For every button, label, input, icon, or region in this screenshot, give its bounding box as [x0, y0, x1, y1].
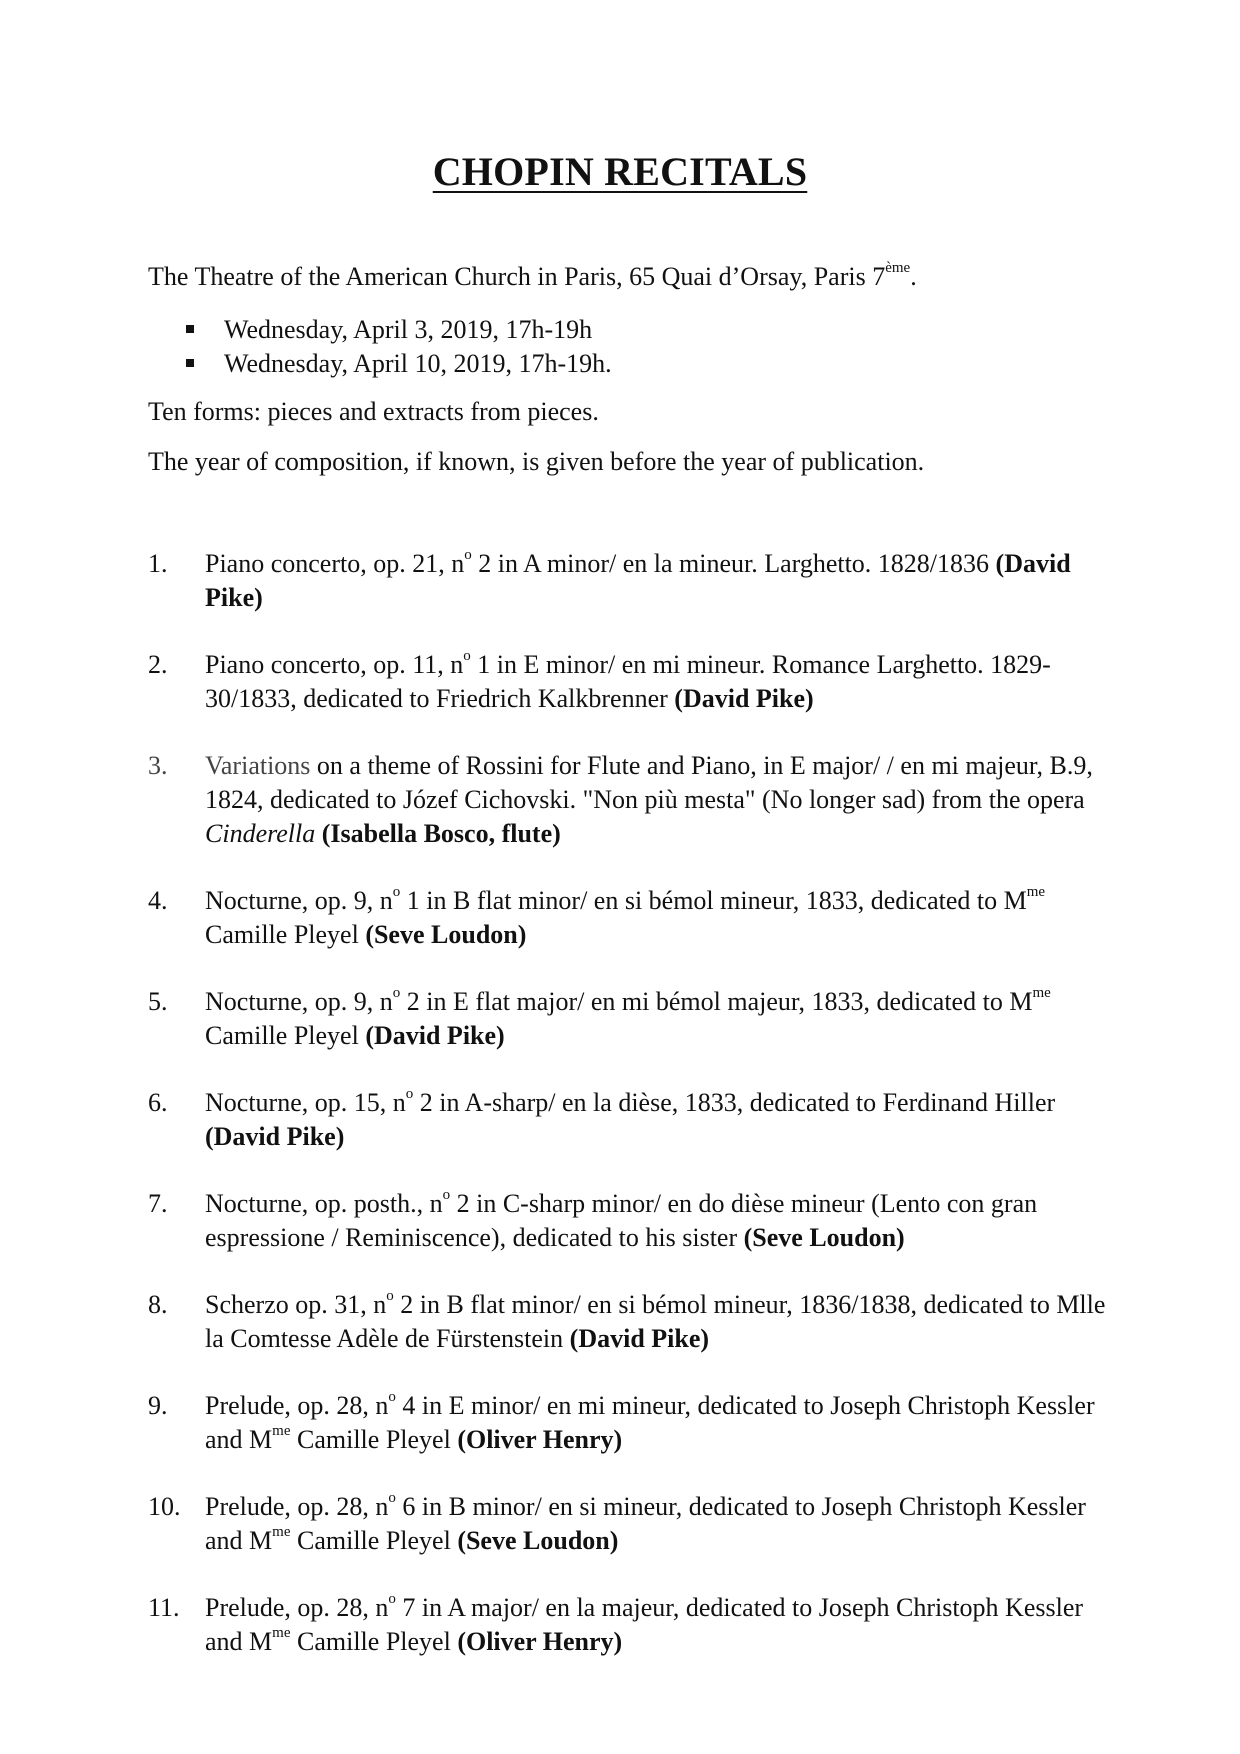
item-text: Nocturne, op. 9, n: [205, 987, 393, 1016]
list-item: [148, 1490, 1108, 1558]
item-text: 2 in B flat minor/ en si bémol mineur, 1836/1838, dedicated to Mlle la Comtesse Adèle de Fürstenstein: [205, 1290, 1106, 1353]
item-sup: me: [272, 1423, 291, 1439]
performer: (Oliver Henry): [457, 1627, 623, 1656]
venue-sup: ème: [885, 260, 911, 276]
performer: (David Pike): [205, 549, 1071, 612]
forms-note: Ten forms: pieces and extracts from pieces.: [148, 397, 599, 426]
list-item: [148, 749, 1108, 851]
item-sup: o: [442, 1187, 451, 1203]
item-text: Prelude, op. 28, n: [205, 1492, 389, 1521]
performer: (Seve Loudon): [743, 1223, 905, 1252]
item-sup: o: [392, 884, 401, 900]
item-number: 2.: [148, 650, 168, 679]
item-number: 4.: [148, 886, 168, 915]
item-number: 10.: [148, 1492, 181, 1521]
list-item: [148, 1389, 1108, 1457]
venue-end: .: [910, 262, 917, 291]
item-text: 1 in B flat minor/ en si bémol mineur, 1833, dedicated to M: [400, 886, 1027, 915]
item-text: Scherzo op. 31, n: [205, 1290, 387, 1319]
performer: (David Pike): [674, 684, 814, 713]
item-text: Camille Pleyel: [290, 1425, 458, 1454]
item-text: 2 in C-sharp minor/ en do dièse mineur (Lento con gran espressione / Reminiscence), dedicated to his sister: [205, 1189, 1038, 1252]
item-sup: o: [386, 1288, 394, 1304]
item-text: Nocturne, op. 9, n: [205, 886, 393, 915]
item-text: 7 in A major/ en la majeur, dedicated to Joseph Christoph Kessler and M: [205, 1593, 1084, 1656]
year-note: The year of composition, if known, is given before the year of publication.: [148, 447, 925, 476]
list-item: [148, 547, 1108, 615]
list-item: [148, 1086, 1108, 1154]
item-text: Nocturne, op. 15, n: [205, 1088, 406, 1117]
item-sup: o: [388, 1490, 396, 1506]
list-item: [148, 884, 1108, 952]
item-number: 6.: [148, 1088, 168, 1117]
item-text: Prelude, op. 28, n: [205, 1593, 389, 1622]
item-number: 5.: [148, 987, 168, 1016]
item-text: on a theme of Rossini for Flute and Piano, in E major/ / en mi majeur, B.9, 1824, dedicated to Józef Cichovski. "Non più mesta" (No longer sad) from the opera: [205, 751, 1093, 814]
item-number: 9.: [148, 1391, 168, 1420]
program-list: [148, 547, 1108, 1692]
date-item: [186, 313, 612, 347]
item-sup: me: [1026, 884, 1046, 900]
performer: (Oliver Henry): [457, 1425, 623, 1454]
item-text: 2 in A minor/ en la mineur. Larghetto. 1828/1836: [471, 549, 996, 578]
date-text: Wednesday, April 10, 2019, 17h-19h.: [224, 349, 612, 378]
item-text: Nocturne, op. posth., n: [205, 1189, 443, 1218]
item-sup: o: [388, 1591, 396, 1607]
item-text: Prelude, op. 28, n: [205, 1391, 389, 1420]
square-bullet-icon: [186, 325, 194, 333]
performer: (Seve Loudon): [457, 1526, 619, 1555]
item-sup: o: [464, 547, 472, 563]
venue-line: [148, 260, 917, 294]
item-number: 7.: [148, 1189, 168, 1218]
list-item: [148, 1187, 1108, 1255]
item-text: 2 in E flat major/ en mi bémol majeur, 1833, dedicated to M: [400, 987, 1033, 1016]
square-bullet-icon: [186, 359, 194, 367]
item-sup: o: [463, 648, 471, 664]
list-item: [148, 648, 1108, 716]
item-text: Camille Pleyel: [290, 1526, 458, 1555]
item-text: 6 in B minor/ en si mineur, dedicated to Joseph Christoph Kessler and M: [205, 1492, 1086, 1555]
item-sup: me: [1032, 985, 1051, 1001]
page-title: CHOPIN RECITALS: [432, 149, 808, 194]
performer: (David Pike): [205, 1122, 345, 1151]
item-number: 3.: [148, 751, 168, 780]
item-sup: o: [388, 1389, 396, 1405]
list-item: [148, 1591, 1108, 1659]
item-text: Piano concerto, op. 11, n: [205, 650, 464, 679]
item-sup: o: [405, 1086, 414, 1102]
item-text: Piano concerto, op. 21, n: [205, 549, 465, 578]
date-list: [186, 313, 612, 381]
item-text: 2 in A-sharp/ en la dièse, 1833, dedicated to Ferdinand Hiller: [413, 1088, 1056, 1117]
venue-text: The Theatre of the American Church in Paris, 65 Quai d’Orsay, Paris 7: [148, 262, 886, 291]
list-item: [148, 985, 1108, 1053]
performer: (Isabella Bosco, flute): [321, 819, 561, 848]
item-number: 8.: [148, 1290, 168, 1319]
item-text: 1 in E minor/ en mi mineur. Romance Larghetto. 1829-30/1833, dedicated to Friedrich Kalkbrenner: [205, 650, 1051, 713]
item-number: 11.: [148, 1593, 180, 1622]
date-item: [186, 347, 612, 381]
item-text: Camille Pleyel: [205, 920, 366, 949]
list-item: [148, 1288, 1108, 1356]
item-text: Camille Pleyel: [290, 1627, 458, 1656]
performer: (David Pike): [569, 1324, 710, 1353]
item-sup: me: [272, 1625, 291, 1641]
item-number: 1.: [148, 549, 168, 578]
opera-title: Cinderella: [205, 819, 316, 848]
item-text: Camille Pleyel: [205, 1021, 366, 1050]
date-text: Wednesday, April 3, 2019, 17h-19h: [224, 315, 593, 344]
performer: (Seve Loudon): [365, 920, 527, 949]
item-text: 4 in E minor/ en mi mineur, dedicated to Joseph Christoph Kessler and M: [205, 1391, 1095, 1454]
performer: (David Pike): [365, 1021, 505, 1050]
item-text: Variations: [205, 751, 311, 780]
item-sup: me: [272, 1524, 291, 1540]
item-sup: o: [392, 985, 401, 1001]
